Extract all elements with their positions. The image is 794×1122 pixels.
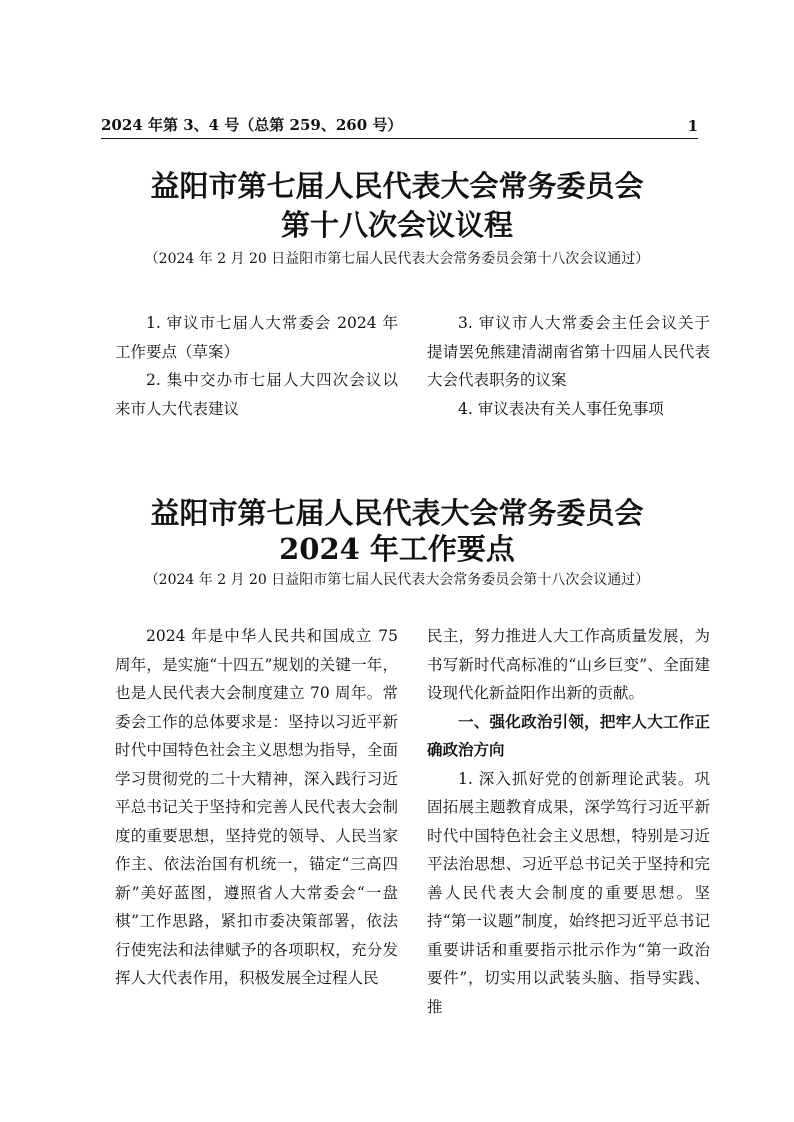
- agenda-left-column: [115, 309, 398, 423]
- plan-columns: [115, 622, 710, 1021]
- agenda-item: 3. 审议市人大常委会主任会议关于提请罢免熊建清湖南省第十四届人民代表大会代表职务的议案: [427, 314, 710, 389]
- agenda-title-line1: 益阳市第七届人民代表大会常务委员会: [150, 169, 644, 203]
- page-number: 1: [687, 117, 698, 135]
- running-header: [101, 114, 698, 139]
- plan-title-line1: 益阳市第七届人民代表大会常务委员会: [150, 496, 644, 530]
- issue-info: 2024 年第 3、4 号（总第 259、260 号）: [101, 116, 403, 134]
- plan-subtitle: （2024 年 2 月 20 日益阳市第七届人民代表大会常务委员会第十八次会议通过）: [144, 572, 650, 588]
- agenda-item: 4. 审议表决有关人事任免事项: [458, 399, 664, 418]
- agenda-title-line2: 第十八次会议议程: [280, 208, 513, 242]
- body-paragraph-continuation: 民主，努力推进人大工作高质量发展，为书写新时代高标准的“山乡巨变”、全面建设现代化新益阳作出新的贡献。: [427, 627, 710, 702]
- agenda-subtitle: （2024 年 2 月 20 日益阳市第七届人民代表大会常务委员会第十八次会议通过）: [144, 251, 650, 267]
- agenda-item: 1. 审议市七届人大常委会 2024 年工作要点（草案）: [115, 314, 398, 361]
- agenda-columns: [115, 309, 710, 423]
- agenda-item: 2. 集中交办市七届人大四次会议以来市人大代表建议: [115, 371, 398, 418]
- body-paragraph: 2024 年是中华人民共和国成立 75 周年，是实施“十四五”规划的关键一年，也是人民代表大会制度建立 70 周年。常委会工作的总体要求是：坚持以习近平新时代中国特色社会主义思想为指导，全面学习贯彻党的二十大精神，深入践行习近平总书记关于坚持和完善人民代表大会制度的重要思想，坚持党的领导、人民当家作主、依法治国有机统一，锚定“三高四新”美好蓝图，遵照省人大常委会“一盘棋”工作思路，紧扣市委决策部署，依法行使宪法和法律赋予的各项职权，充分发挥人大代表作用，积极发展全过程人民: [115, 627, 398, 987]
- body-paragraph: 1. 深入抓好党的创新理论武装。巩固拓展主题教育成果，深学笃行习近平新时代中国特色社会主义思想，特别是习近平法治思想、习近平总书记关于坚持和完善人民代表大会制度的重要思想。坚持“第一议题”制度，始终把习近平总书记重要讲话和重要指示批示作为“第一政治要件”，切实用以武装头脑、指导实践、推: [427, 769, 710, 1016]
- plan-title-line2: 2024 年工作要点: [279, 532, 515, 566]
- agenda-right-column: [427, 309, 710, 423]
- plan-left-column: [115, 622, 398, 1021]
- section-heading: 一、强化政治引领，把牢人大工作正确政治方向: [427, 711, 710, 759]
- plan-right-column: [427, 622, 710, 1021]
